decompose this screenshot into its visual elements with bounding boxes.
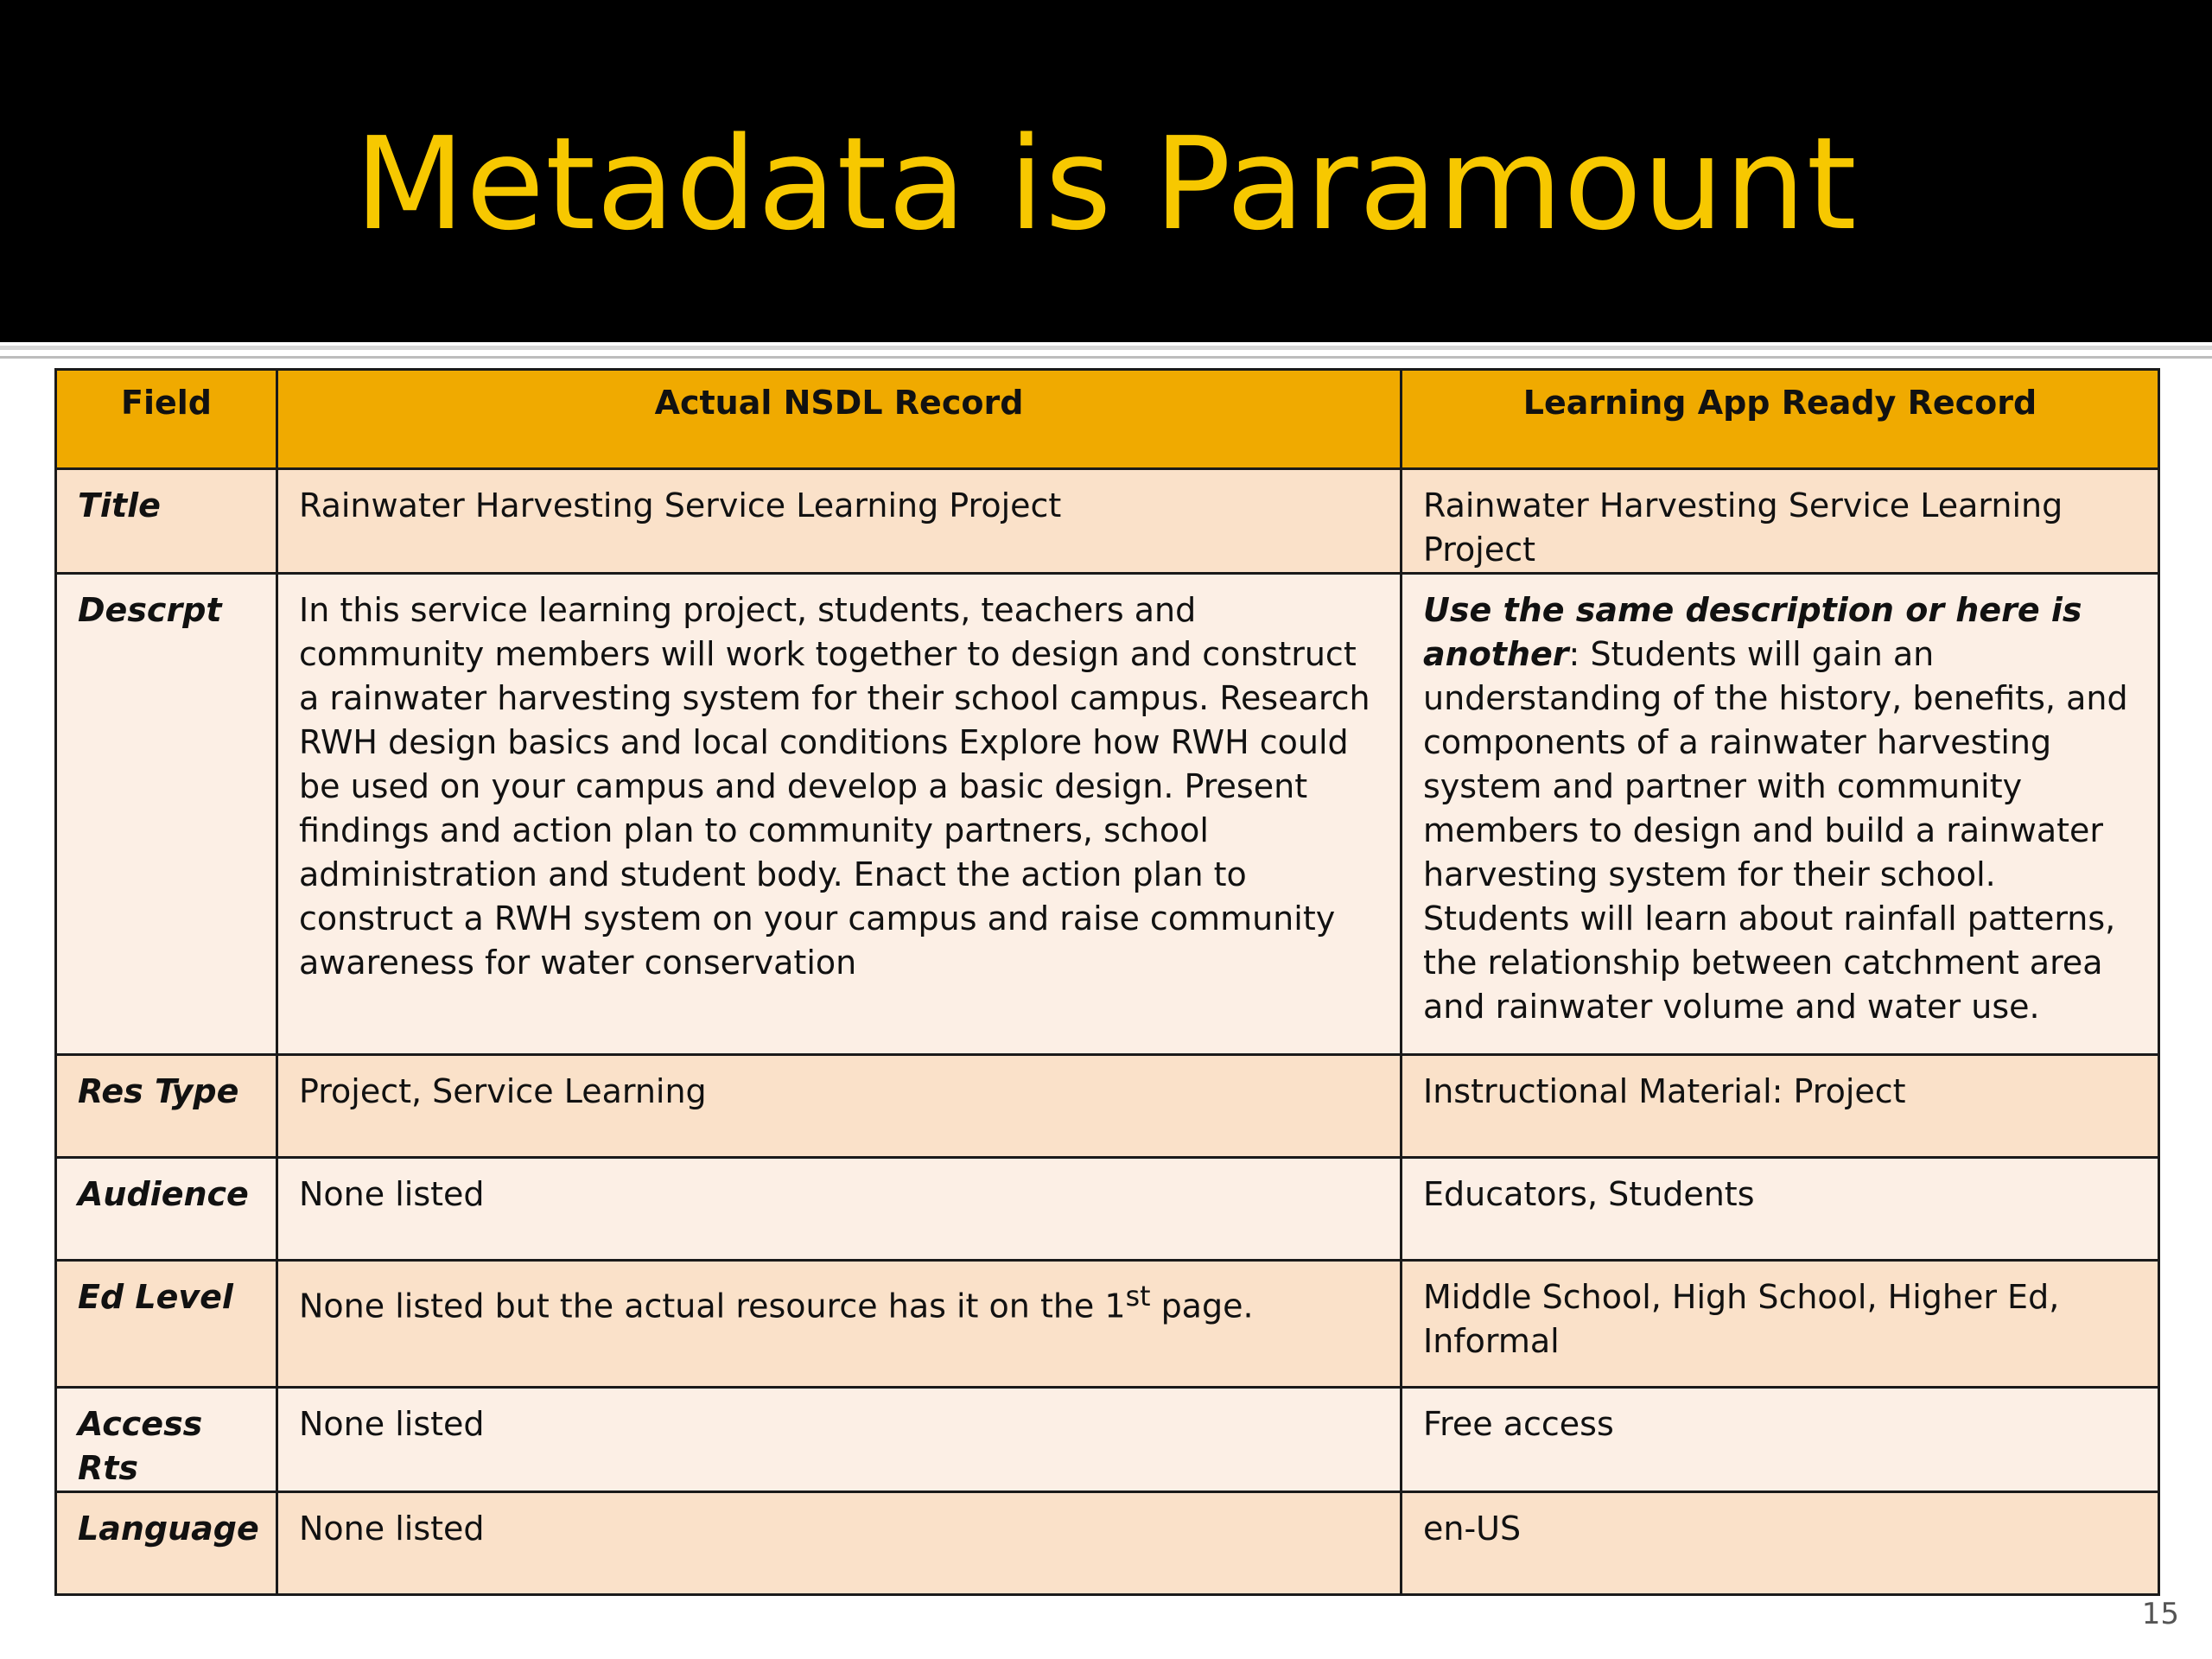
- app-value: Rainwater Harvesting Service Learning Project: [1402, 469, 2159, 574]
- field-label: Audience: [56, 1158, 277, 1261]
- header-app-ready-record: Learning App Ready Record: [1402, 370, 2159, 469]
- table-row-ed-level: [56, 1261, 2159, 1388]
- field-label: Access Rts: [56, 1388, 277, 1492]
- nsdl-ed-level-superscript: st: [1125, 1281, 1151, 1313]
- nsdl-value: In this service learning project, students, teachers and community members will work together to design and construct a rainwater harvesting system for their school campus. Research RWH design basics and local conditions Explore how RWH could be used on your campus and develop a basic design. Present findings and action plan to community partners, school administration and student body. Enact the action plan to construct a RWH system on your campus and raise community awareness for water conservation: [277, 574, 1402, 1055]
- nsdl-value: Project, Service Learning: [277, 1055, 1402, 1158]
- app-description-lead: Use the same description or here is another: [1423, 591, 2082, 673]
- app-value: Middle School, High School, Higher Ed, Informal: [1402, 1261, 2159, 1388]
- app-value: en-US: [1402, 1492, 2159, 1595]
- table-row-res-type: [56, 1055, 2159, 1158]
- title-divider-secondary: [0, 356, 2212, 359]
- header-nsdl-record: Actual NSDL Record: [277, 370, 1402, 469]
- table-row-description: [56, 574, 2159, 1055]
- app-value: Instructional Material: Project: [1402, 1055, 2159, 1158]
- table-header-row: [56, 370, 2159, 469]
- app-value: Educators, Students: [1402, 1158, 2159, 1261]
- nsdl-value: [277, 1261, 1402, 1388]
- page-number: 15: [2141, 1597, 2179, 1631]
- nsdl-value: None listed: [277, 1492, 1402, 1595]
- nsdl-value: None listed: [277, 1158, 1402, 1261]
- title-divider: [0, 346, 2212, 350]
- app-description-separator: :: [1568, 635, 1580, 673]
- table-row-audience: [56, 1158, 2159, 1261]
- app-description-text: Students will gain an understanding of the history, benefits, and components of a rainwater harvesting system and partner with community members to design and build a rainwater harvesting system for their school. Students will learn about rainfall patterns, the relationship between catchment area and rainwater volume and water use.: [1423, 635, 2128, 1026]
- metadata-comparison-table: [54, 368, 2160, 1596]
- field-label: Language: [56, 1492, 277, 1595]
- slide-title: Metadata is Paramount: [354, 110, 1858, 258]
- title-bar: [0, 0, 2212, 342]
- table-row-language: [56, 1492, 2159, 1595]
- table-row-access-rights: [56, 1388, 2159, 1492]
- nsdl-ed-level-text: None listed but the actual resource has it on the 1: [299, 1287, 1126, 1325]
- field-label: Ed Level: [56, 1261, 277, 1388]
- app-value: Free access: [1402, 1388, 2159, 1492]
- app-value: [1402, 574, 2159, 1055]
- nsdl-value: None listed: [277, 1388, 1402, 1492]
- field-label: Res Type: [56, 1055, 277, 1158]
- table-row-title: [56, 469, 2159, 574]
- field-label: Title: [56, 469, 277, 574]
- field-label: Descrpt: [56, 574, 277, 1055]
- nsdl-value: Rainwater Harvesting Service Learning Project: [277, 469, 1402, 574]
- nsdl-ed-level-tail: page.: [1150, 1287, 1254, 1325]
- header-field: Field: [56, 370, 277, 469]
